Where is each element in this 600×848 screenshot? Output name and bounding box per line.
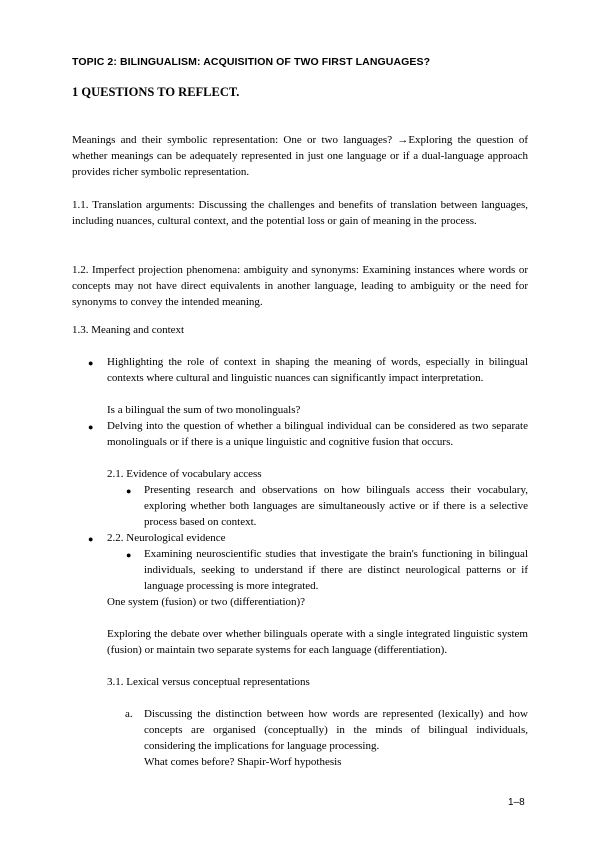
- bullet-marker: ●: [88, 358, 94, 368]
- question-shapir-worf: What comes before? Shapir-Worf hypothesis: [144, 756, 342, 768]
- intro-paragraph: Meanings and their symbolic representation: One or two languages? →Exploring the question of whether meanings can be adequately represented in just one language or if a dual-language approach provides richer symbolic representation.: [72, 134, 528, 179]
- bullet-two-monolinguals: Delving into the question of whether a bilingual individual can be considered as two separate monolinguals or if there is a unique linguistic and cognitive fusion that occurs.: [107, 420, 528, 449]
- list-marker-a: a.: [125, 708, 133, 720]
- bullet-context-meaning: Highlighting the role of context in shaping the meaning of words, especially in bilingual contexts where cultural and linguistic nuances can significantly impact interpretation.: [107, 356, 528, 385]
- question-monolinguals: Is a bilingual the sum of two monolinguals?: [107, 404, 301, 416]
- bullet-marker: ●: [88, 422, 94, 432]
- item-a-lexical-conceptual: Discussing the distinction between how words are represented (lexically) and how concepts are organised (conceptually) in the minds of bilingual individuals, considering the implications for language processing.: [144, 708, 528, 753]
- bullet-marker: ●: [126, 486, 132, 496]
- paragraph-1-1: 1.1. Translation arguments: Discussing the challenges and benefits of translation between languages, including nuances, cultural context, and the potential loss or gain of meaning in the process.: [72, 199, 528, 228]
- bullet-vocabulary-access: Presenting research and observations on how bilinguals access their vocabulary, exploring whether both languages are simultaneously active or if there is a selective process based on context.: [144, 484, 528, 529]
- subheading-3-1: 3.1. Lexical versus conceptual representations: [107, 676, 310, 688]
- bullet-neurological-evidence: 2.2. Neurological evidence: [107, 532, 226, 544]
- bullet-neuroscientific-studies: Examining neuroscientific studies that investigate the brain's functioning in bilingual individuals, seeking to understand if there are distinct neurological patterns or if language processing is more integrated.: [144, 548, 528, 593]
- page-number: 1–8: [508, 797, 525, 808]
- section-heading: 1 QUESTIONS TO REFLECT.: [72, 85, 240, 99]
- paragraph-1-3: 1.3. Meaning and context: [72, 324, 185, 336]
- bullet-marker: ●: [126, 550, 132, 560]
- topic-heading: TOPIC 2: BILINGUALISM: ACQUISITION OF TWO FIRST LANGUAGES?: [72, 56, 431, 68]
- question-fusion: One system (fusion) or two (differentiation)?: [107, 596, 306, 608]
- subheading-2-1: 2.1. Evidence of vocabulary access: [107, 468, 262, 480]
- bullet-marker: ●: [88, 534, 94, 544]
- fusion-paragraph: Exploring the debate over whether bilinguals operate with a single integrated linguistic system (fusion) or maintain two separate systems for each language (differentiation).: [107, 628, 528, 657]
- paragraph-1-2: 1.2. Imperfect projection phenomena: ambiguity and synonyms: Examining instances where words or concepts may not have direct equivalents in another language, leading to ambiguity or the need for synonyms to convey the intended meaning.: [72, 264, 528, 309]
